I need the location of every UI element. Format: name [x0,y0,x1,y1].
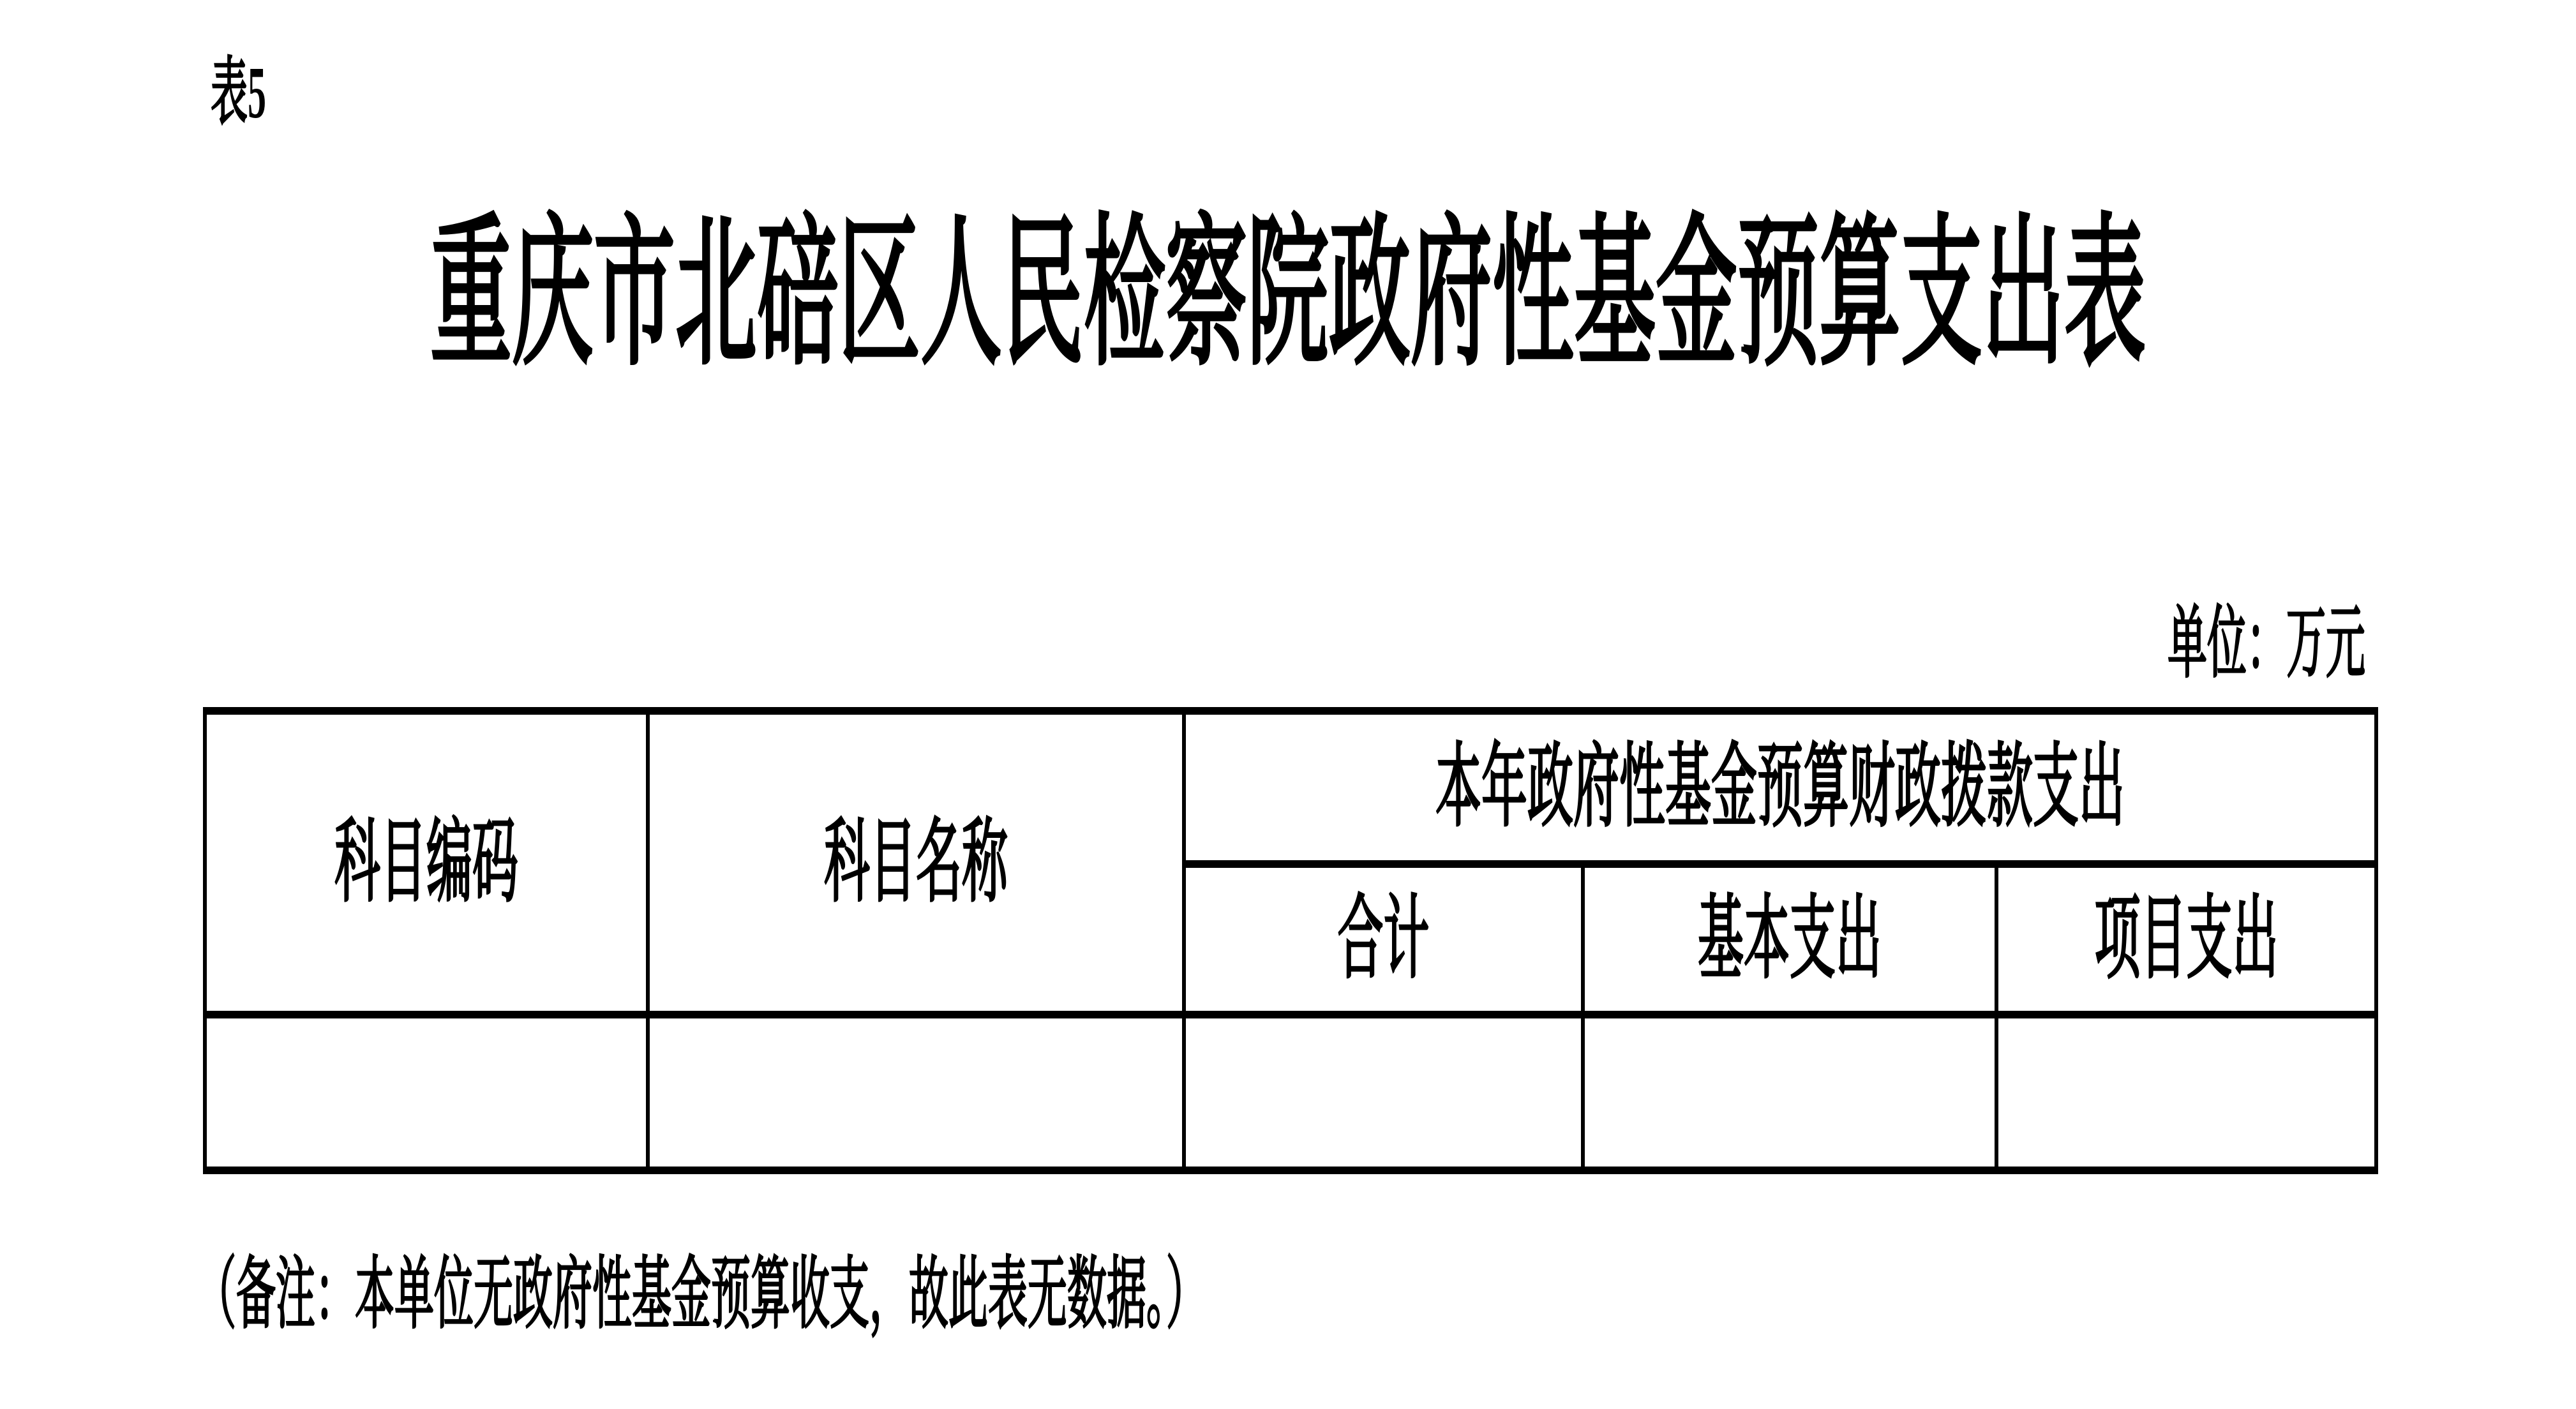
header-cell-subject-code: 科目编码 [205,711,648,1015]
data-cell-project-expenditure [1996,1015,2376,1170]
footnote: （备注：本单位无政府性基金预算收支，故此表无数据。） [197,1252,1206,1339]
page-title: 重庆市北碚区人民检察院政府性基金预算支出表 [430,204,2146,385]
data-cell-subject-name [648,1015,1184,1170]
data-cell-basic-expenditure [1583,1015,1996,1170]
header-cell-fund-expenditure-group: 本年政府性基金预算财政拨款支出 [1184,711,2376,864]
budget-table [203,707,2378,1174]
table-row [205,1015,2376,1170]
unit-label: 单位：万元 [2167,601,2365,688]
header-cell-project-expenditure: 项目支出 [1996,864,2376,1015]
header-cell-basic-expenditure: 基本支出 [1583,864,1996,1015]
data-cell-total [1184,1015,1583,1170]
header-cell-total: 合计 [1184,864,1583,1015]
header-cell-subject-name: 科目名称 [648,711,1184,1015]
header-row-group [205,711,2376,864]
table-number-label: 表5 [211,51,267,134]
data-cell-subject-code [205,1015,648,1170]
